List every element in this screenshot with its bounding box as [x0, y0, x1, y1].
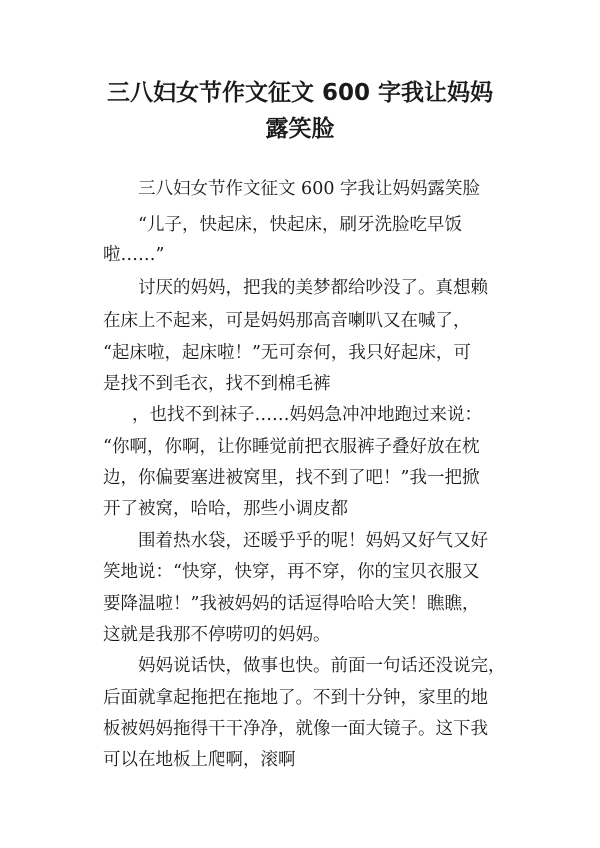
body-line-15: 这就是我那不停唠叨的妈妈。	[103, 625, 331, 645]
document-title-line-2: 露笑脸	[265, 116, 335, 142]
body-line-11: 开了被窝，哈哈，那些小调皮都	[103, 499, 348, 519]
body-line-14: 要降温啦！”我被妈妈的话逗得哈哈大笑！瞧瞧，	[103, 594, 480, 614]
body-line-16: 妈妈说话快，做事也快。前面一句话还没说完，	[138, 656, 506, 676]
body-line-4: 讨厌的妈妈，把我的美梦都给吵没了。真想赖	[138, 278, 488, 298]
body-line-18: 板被妈妈拖得干干净净，就像一面大镜子。这下我	[103, 719, 488, 739]
body-line-3: 啦……”	[103, 245, 165, 265]
body-line-10: 边，你偏要塞进被窝里，找不到了吧！”我一把掀	[103, 468, 480, 488]
body-line-6: “起床啦，起床啦！”无可奈何，我只好起床，可	[103, 343, 471, 363]
body-line-9: “你啊，你啊，让你睡觉前把衣服裤子叠好放在枕	[103, 437, 480, 457]
body-line-7: 是找不到毛衣，找不到棉毛裤	[103, 374, 331, 394]
body-line-8: ，也找不到袜子……妈妈急冲冲地跑过来说：	[132, 405, 482, 425]
document-title-line-1: 三八妇女节作文征文 600 字我让妈妈	[106, 80, 494, 106]
body-line-19: 可以在地板上爬啊，滚啊	[103, 750, 296, 770]
body-line-12: 围着热水袋，还暖乎乎的呢！妈妈又好气又好	[138, 531, 488, 551]
body-line-13: 笑地说：“快穿，快穿，再不穿，你的宝贝衣服又	[103, 562, 480, 582]
body-line-2: “儿子，快起床，快起床，刷牙洗脸吃早饭	[138, 215, 462, 235]
body-line-5: 在床上不起来，可是妈妈那高音喇叭又在喊了，	[103, 311, 471, 331]
body-line-17: 后面就拿起拖把在拖地了。不到十分钟，家里的地	[103, 688, 488, 708]
body-line-1: 三八妇女节作文征文 600 字我让妈妈露笑脸	[138, 179, 481, 199]
